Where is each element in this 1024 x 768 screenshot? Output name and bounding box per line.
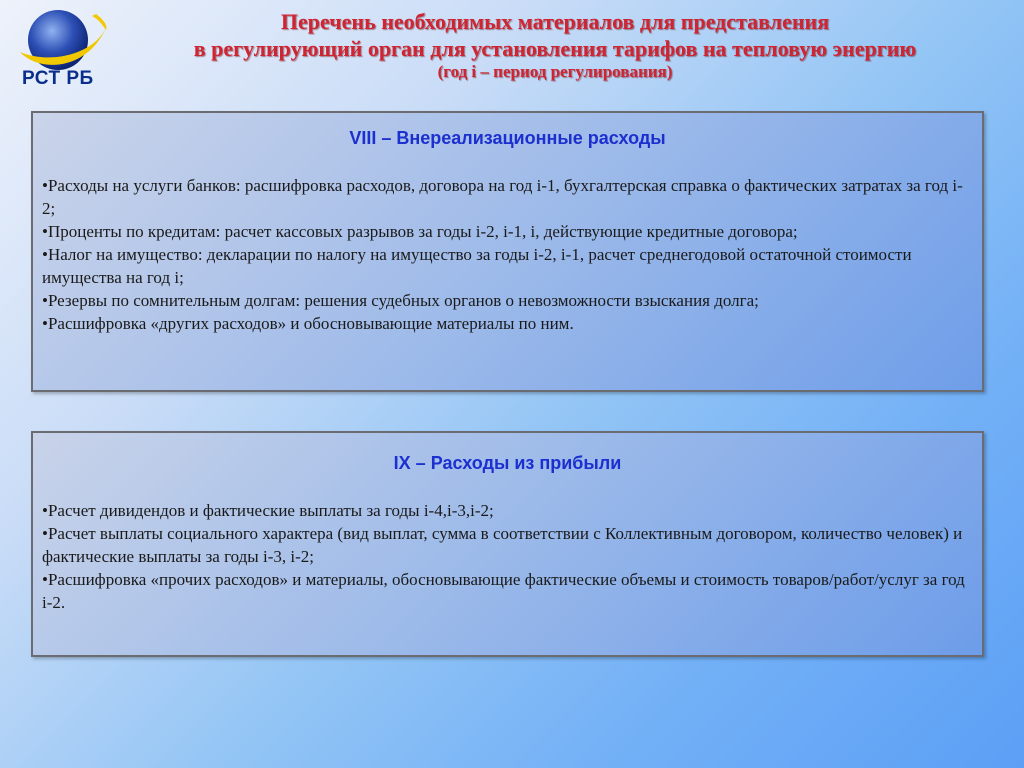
section-ix-heading: IX – Расходы из прибыли: [393, 453, 622, 473]
title-line-2: в регулирующий орган для установления тарифов на тепловую энергию: [193, 36, 917, 61]
list-item: •Проценты по кредитам: расчет кассовых разрывов за годы i-2, i-1, i, действующие кредитные договора;: [42, 222, 798, 241]
section-viii-list: [33, 174, 982, 335]
section-viii-heading: VIII – Внереализационные расходы: [349, 128, 666, 148]
list-item: •Расшифровка «прочих расходов» и материалы, обосновывающие фактические объемы и стоимость товаров/работ/услуг за год i-2.: [42, 570, 965, 612]
logo-text: РСТ РБ: [22, 68, 94, 89]
page-title: [120, 8, 990, 82]
logo-globe-icon: [8, 6, 113, 76]
list-item: •Расчет выплаты социального характера (вид выплат, сумма в соответствии с Коллективным договором, количество человек) и фактические выплаты за годы i-3, i-2;: [42, 524, 963, 566]
list-item: •Резервы по сомнительным долгам: решения судебных органов о невозможности взыскания долга;: [42, 291, 759, 310]
logo: [8, 6, 113, 101]
title-line-3: (год i – период регулирования): [437, 62, 673, 81]
list-item: •Расходы на услуги банков: расшифровка расходов, договора на год i-1, бухгалтерская справка о фактических затратах за год i-2;: [42, 176, 963, 218]
section-ix-list: [33, 499, 982, 614]
list-item: •Расшифровка «других расходов» и обосновывающие материалы по ним.: [42, 314, 574, 333]
list-item: •Налог на имущество: декларации по налогу на имущество за годы i-2, i-1, расчет среднегодовой остаточной стоимости имущества на год i;: [42, 245, 912, 287]
list-item: •Расчет дивидендов и фактические выплаты за годы i-4,i-3,i-2;: [42, 501, 494, 520]
title-line-1: Перечень необходимых материалов для представления: [280, 9, 830, 34]
section-viii-box: [31, 111, 984, 392]
section-ix-box: [31, 431, 984, 657]
